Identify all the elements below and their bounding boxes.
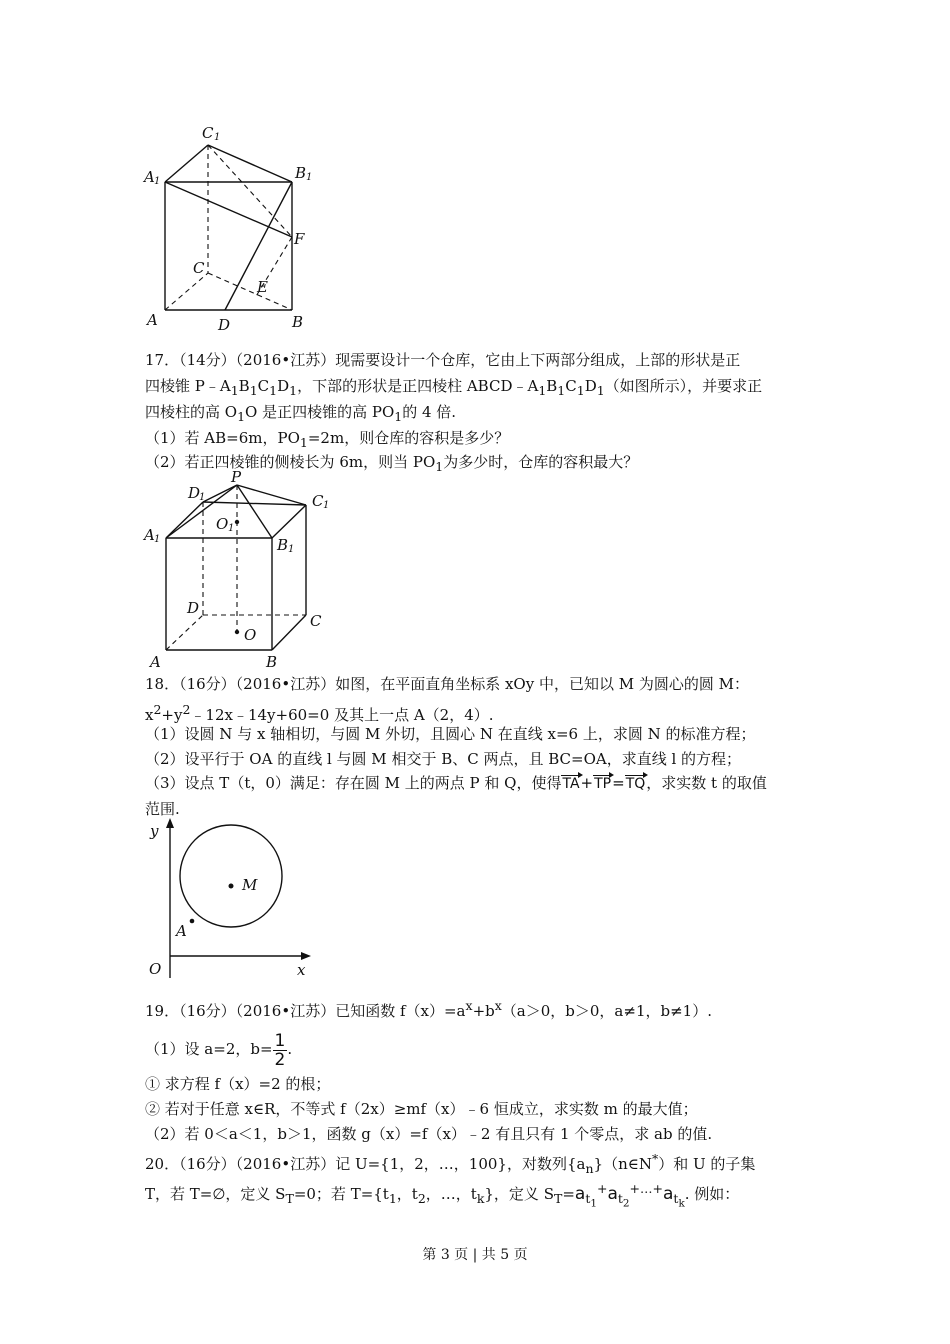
label-d: D bbox=[187, 599, 200, 617]
q17-line-3: 四棱柱的高 $O_1O$ 是正四棱锥的高 $PO_1$的 4 倍. bbox=[145, 403, 457, 424]
q18-part-3-cont: 范围. bbox=[145, 800, 180, 818]
q19-part-2: （2）若 0＜a＜1，b＞1，函数 g（x）=f（x）﹣2 有且只有 1 个零点，求 ab 的值. bbox=[145, 1125, 713, 1143]
circle-figure bbox=[140, 818, 320, 990]
q20-line-1: 20．（16分）（2016•江苏）记 U={1，2，…，100}，对数列$\{a_n\}(n\in N^*)$和 U 的子集 bbox=[145, 1151, 756, 1176]
label-d: D bbox=[218, 316, 231, 334]
label-f: F bbox=[294, 230, 305, 248]
label-b: B bbox=[266, 653, 278, 670]
label-p: P bbox=[231, 470, 242, 486]
q18-line-1: 18．（16分）（2016•江苏）如图，在平面直角坐标系 xOy 中，已知以 M 为圆心的圆 M： bbox=[145, 675, 749, 693]
label-a: A bbox=[150, 653, 161, 670]
label-c: C bbox=[310, 612, 322, 630]
label-b1: B bbox=[295, 164, 307, 182]
q18-part-2: （2）设平行于 OA 的直线 l 与圆 M 相交于 B、C 两点，且 BC=OA，求直线 l 的方程； bbox=[145, 750, 742, 768]
label-c1: C bbox=[312, 492, 324, 510]
label-x: x bbox=[297, 961, 306, 979]
label-e: E bbox=[257, 278, 268, 296]
pyramid-prism-figure bbox=[140, 470, 340, 670]
q17-line-1: 17．（14分）（2016•江苏）现需要设计一个仓库，它由上下两部分组成，上部的形状是正 bbox=[145, 351, 741, 369]
q17-part-1: （1）若 AB=6m，$PO_1=2m$，则仓库的容积是多少？ bbox=[145, 429, 510, 450]
svg-text:1: 1 bbox=[214, 132, 221, 143]
q19-item-1: ① 求方程 f（x）=2 的根； bbox=[145, 1075, 331, 1093]
label-a1: A bbox=[144, 168, 155, 186]
label-d1: D bbox=[188, 484, 201, 502]
label-a: A bbox=[147, 311, 158, 329]
q19-item-2: ② 若对于任意 x∈R，不等式 f（2x）≥mf（x）﹣6 恒成立，求实数 m 的最大值； bbox=[145, 1100, 698, 1118]
label-o1: O bbox=[216, 515, 229, 533]
label-a1: A bbox=[144, 526, 155, 544]
q19-line-1: 19．（16分）（2016•江苏）已知函数 $f(x)=a^x+b^x(a>0$，b＞0，a≠1，b≠1）. bbox=[145, 998, 712, 1020]
q17-part-2: （2）若正四棱锥的侧棱长为 6m，则当 $PO_1$为多少时，仓库的容积最大？ bbox=[145, 453, 639, 474]
label-b1: B bbox=[277, 536, 289, 554]
label-o: O bbox=[149, 960, 162, 978]
svg-text:1: 1 bbox=[288, 544, 295, 555]
q17-line-2: 四棱锥 $P﹣A_1B_1C_1D_1$，下部的形状是正四棱柱 $ABCD﹣A_1B_1C_1D_1$（如图所示），并要求正 bbox=[145, 377, 763, 398]
label-c1: C bbox=[202, 124, 214, 142]
svg-text:1: 1 bbox=[323, 500, 330, 511]
svg-text:1: 1 bbox=[154, 176, 161, 187]
q20-line-2: T，若 T=∅，定义 $S_T=0$；若 $T=\{t_1$，$t_2$，…，$t_k$}，定义 $S_T=a_{t_1}^+a_{t_2}^{+\dots+}a_{t_k}$. 例如： bbox=[145, 1181, 740, 1210]
label-m: M bbox=[242, 876, 258, 894]
svg-text:1: 1 bbox=[154, 534, 161, 545]
page-footer: 第 3 页 | 共 5 页 bbox=[422, 1247, 528, 1263]
vector-ta: TA bbox=[562, 776, 580, 792]
svg-text:1: 1 bbox=[228, 523, 235, 534]
vector-tq: TQ bbox=[625, 776, 646, 792]
label-o: O bbox=[244, 626, 257, 644]
label-y: y bbox=[150, 822, 159, 840]
label-a: A bbox=[176, 922, 187, 940]
q18-line-2: $x^2+y^2﹣12x﹣14y+60=0$ 及其上一点 A（2，4）. bbox=[145, 702, 494, 724]
fraction-one-half: $\frac{1}{2}$ bbox=[274, 1030, 286, 1070]
svg-text:1: 1 bbox=[306, 172, 313, 183]
svg-text:1: 1 bbox=[199, 492, 206, 503]
label-c: C bbox=[193, 259, 205, 277]
prism-figure-1 bbox=[140, 120, 340, 335]
q19-part-1: （1）设 a=2，b= $\frac{1}{2}$ . bbox=[145, 1030, 293, 1070]
q18-part-3: （3）设点 T（t，0）满足：存在圆 M 上的两点 P 和 Q，使得TA+TP=TQ，求实数 t 的取值 bbox=[145, 774, 767, 792]
label-b: B bbox=[292, 313, 304, 331]
q18-part-1: （1）设圆 N 与 x 轴相切，与圆 M 外切，且圆心 N 在直线 x=6 上，求圆 N 的标准方程； bbox=[145, 725, 756, 743]
vector-tp: TP bbox=[594, 776, 612, 792]
